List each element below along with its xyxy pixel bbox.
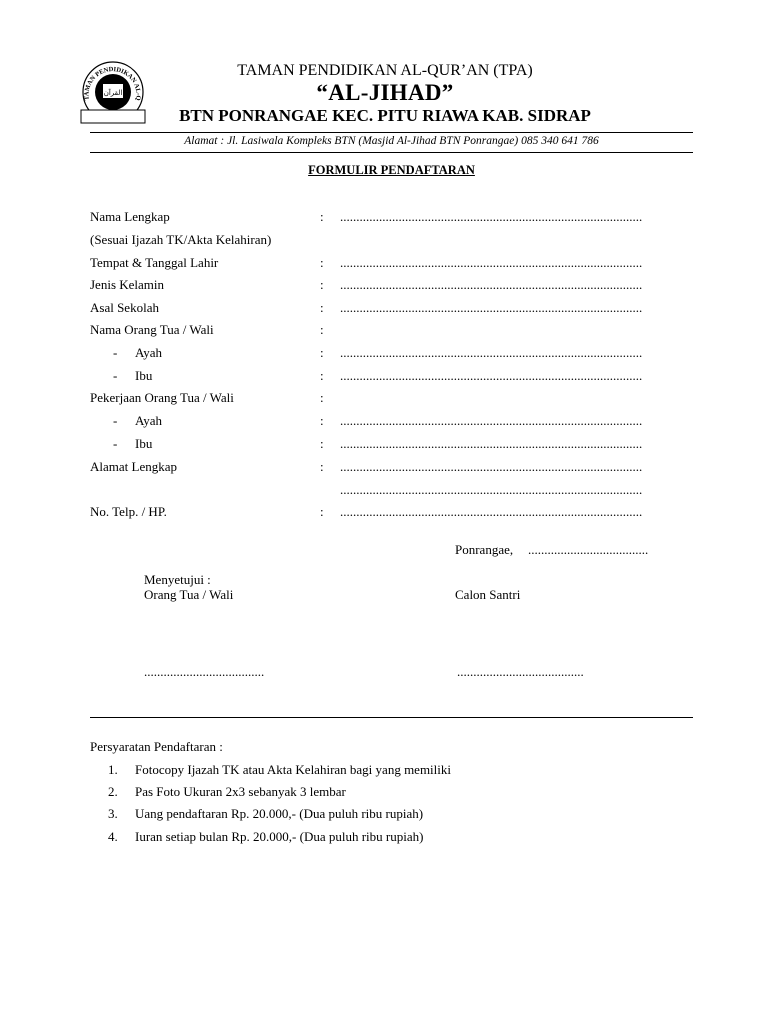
field-pekerjaan-ibu[interactable]: ............................................................................................. [340,436,643,451]
colon: : [320,436,324,451]
header-school-name: “AL-JIHAD” [316,80,454,105]
label-pekerjaan-orang-tua: Pekerjaan Orang Tua / Wali [90,390,234,405]
field-tempat-tanggal-lahir[interactable]: ............................................................................................. [340,255,643,270]
requirement-item: 2. Pas Foto Ukuran 2x3 sebanyak 3 lembar [108,784,346,799]
field-nama-ibu[interactable]: ............................................................................................. [340,368,643,383]
label-ortu-ayah: - Ayah [113,345,162,360]
requirement-item: 3. Uang pendaftaran Rp. 20.000,- (Dua puluh ribu rupiah) [108,806,424,821]
field-jenis-kelamin[interactable]: ............................................................................................. [340,277,643,292]
signature-parent-label: Orang Tua / Wali [144,587,234,602]
label-pekerjaan-ayah: - Ayah [113,413,162,428]
header-institution: TAMAN PENDIDIKAN AL-QUR’AN (TPA) [237,62,533,79]
logo-center-text: القرآن [103,89,123,97]
colon: : [320,368,324,383]
header-divider-bottom [90,152,693,153]
field-nama-lengkap[interactable]: ............................................................................................. [340,209,643,224]
colon: : [320,459,324,474]
label-tempat-tanggal-lahir: Tempat & Tanggal Lahir [90,255,219,270]
signature-place-label: Ponrangae, [455,542,514,557]
signature-line-student[interactable]: ....................................... [457,664,584,679]
signature-approve-label: Menyetujui : [144,572,211,587]
signature-line-parent[interactable]: ..................................... [144,664,265,679]
label-ortu-ibu: - Ibu [113,368,153,383]
label-asal-sekolah: Asal Sekolah [90,300,159,315]
field-asal-sekolah[interactable]: ............................................................................................. [340,300,643,315]
colon: : [320,255,324,270]
field-alamat-line1[interactable]: ............................................................................................. [340,459,643,474]
signature-student-label: Calon Santri [455,587,521,602]
logo-ring-text: TAMAN PENDIDIKAN AL-Q [83,66,142,101]
requirement-item: 1. Fotocopy Ijazah TK atau Akta Kelahiran bagi yang memiliki [108,762,452,777]
label-nama-lengkap: Nama Lengkap [90,209,170,224]
colon: : [320,209,324,224]
colon: : [320,390,324,405]
form-title: FORMULIR PENDAFTARAN [308,163,475,177]
label-no-telp: No. Telp. / HP. [90,504,167,519]
colon: : [320,345,324,360]
label-alamat-lengkap: Alamat Lengkap [90,459,177,474]
school-logo [80,56,146,124]
header-address: Alamat : Jl. Lasiwala Kompleks BTN (Masjid Al-Jihad BTN Ponrangae) 085 340 641 786 [184,135,599,147]
label-nama-orang-tua: Nama Orang Tua / Wali [90,322,214,337]
label-nama-note: (Sesuai Ijazah TK/Akta Kelahiran) [90,232,272,247]
field-signature-date[interactable]: ..................................... [528,542,649,557]
logo-emblem-icon [80,56,146,124]
label-jenis-kelamin: Jenis Kelamin [90,277,165,292]
field-no-telp[interactable]: ............................................................................................. [340,504,643,519]
field-nama-ayah[interactable]: ............................................................................................. [340,345,643,360]
header-location: BTN PONRANGAE KEC. PITU RIAWA KAB. SIDRAP [179,106,591,125]
colon: : [320,413,324,428]
field-alamat-line2[interactable]: ............................................................................................. [340,482,643,497]
field-pekerjaan-ayah[interactable]: ............................................................................................. [340,413,643,428]
header-divider-top [90,132,693,133]
requirements-title: Persyaratan Pendaftaran : [90,739,223,754]
requirement-item: 4. Iuran setiap bulan Rp. 20.000,- (Dua puluh ribu rupiah) [108,829,424,844]
colon: : [320,322,324,337]
colon: : [320,300,324,315]
colon: : [320,277,324,292]
label-pekerjaan-ibu: - Ibu [113,436,153,451]
colon: : [320,504,324,519]
section-divider [90,717,693,718]
